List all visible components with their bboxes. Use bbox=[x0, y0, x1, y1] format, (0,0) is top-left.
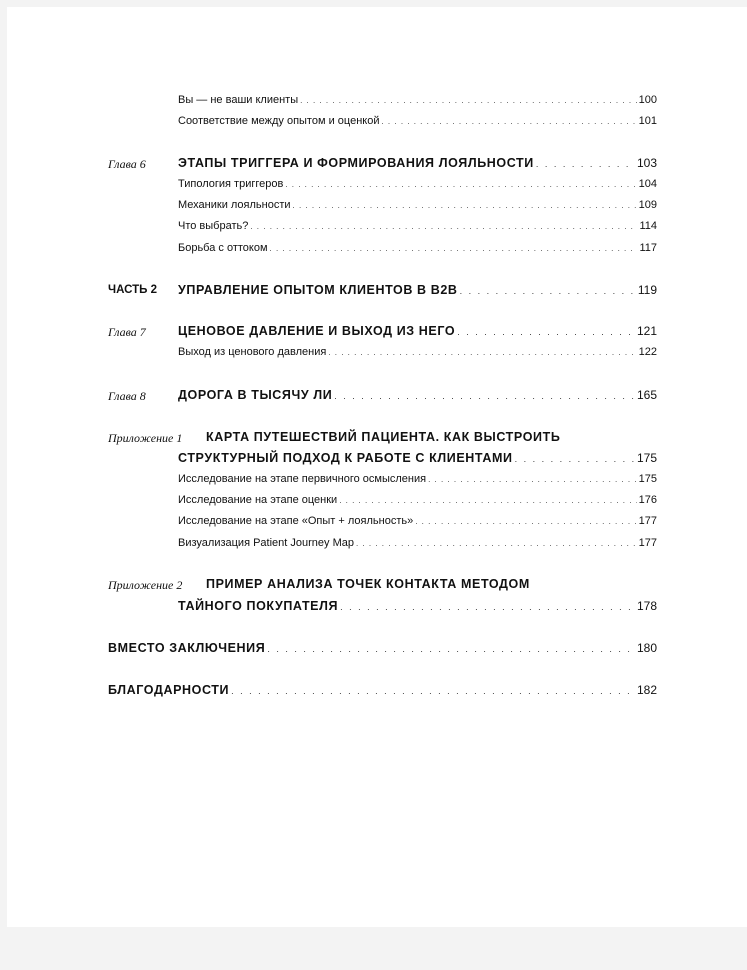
part-title: УПРАВЛЕНИЕ ОПЫТОМ КЛИЕНТОВ В B2B bbox=[178, 283, 458, 297]
leader-dots bbox=[334, 391, 635, 401]
leader-dots bbox=[270, 244, 638, 253]
conclusion-page: 180 bbox=[636, 641, 657, 655]
acknowledgements-page: 182 bbox=[636, 683, 657, 697]
chapter-label: Глава 8 bbox=[108, 389, 146, 403]
toc-entry[interactable] bbox=[178, 199, 657, 211]
leader-dots bbox=[328, 348, 636, 357]
toc-chapter-entry[interactable] bbox=[178, 156, 657, 170]
chapter-title: ЭТАПЫ ТРИГГЕРА И ФОРМИРОВАНИЯ ЛОЯЛЬНОСТИ bbox=[178, 156, 534, 170]
leader-dots bbox=[515, 454, 635, 464]
entry-title: Типология триггеров bbox=[178, 178, 284, 190]
toc-chapter-entry[interactable] bbox=[178, 388, 657, 402]
toc-entry[interactable] bbox=[178, 515, 657, 527]
toc-entry[interactable] bbox=[178, 537, 657, 549]
chapter-title: ЦЕНОВОЕ ДАВЛЕНИЕ И ВЫХОД ИЗ НЕГО bbox=[178, 324, 456, 338]
entry-page: 176 bbox=[638, 494, 657, 506]
toc-appendix-entry[interactable] bbox=[178, 451, 657, 465]
toc-entry[interactable] bbox=[178, 494, 657, 506]
chapter-page: 103 bbox=[636, 156, 657, 170]
entry-title: Исследование на этапе «Опыт + лояльность» bbox=[178, 515, 414, 527]
leader-dots bbox=[457, 327, 635, 337]
leader-dots bbox=[285, 180, 636, 189]
leader-dots bbox=[381, 117, 636, 126]
entry-title: Борьба с оттоком bbox=[178, 242, 268, 254]
chapter-title: ДОРОГА В ТЫСЯЧУ ЛИ bbox=[178, 388, 333, 402]
toc-acknowledgements-entry[interactable] bbox=[108, 683, 657, 697]
conclusion-title: ВМЕСТО ЗАКЛЮЧЕНИЯ bbox=[108, 641, 266, 655]
part-page: 119 bbox=[637, 283, 657, 297]
entry-page: 109 bbox=[638, 199, 657, 211]
chapter-page: 121 bbox=[636, 324, 657, 338]
appendix-label: Приложение 2 bbox=[108, 578, 183, 592]
toc-entry[interactable] bbox=[178, 473, 657, 485]
toc-entry[interactable] bbox=[178, 115, 657, 127]
entry-title: Визуализация Patient Journey Map bbox=[178, 537, 354, 549]
entry-page: 104 bbox=[638, 178, 657, 190]
leader-dots bbox=[340, 602, 635, 612]
entry-title: Соответствие между опытом и оценкой bbox=[178, 115, 380, 127]
entry-page: 101 bbox=[638, 115, 657, 127]
entry-title: Вы — не ваши клиенты bbox=[178, 94, 299, 106]
toc-entry[interactable] bbox=[178, 178, 657, 190]
entry-page: 177 bbox=[638, 537, 657, 549]
leader-dots bbox=[267, 644, 635, 654]
entry-page: 175 bbox=[638, 473, 657, 485]
toc-entry[interactable] bbox=[178, 242, 657, 254]
toc-conclusion-entry[interactable] bbox=[108, 641, 657, 655]
leader-dots bbox=[460, 286, 636, 296]
appendix-title-line2: СТРУКТУРНЫЙ ПОДХОД К РАБОТЕ С КЛИЕНТАМИ bbox=[178, 451, 513, 465]
leader-dots bbox=[250, 222, 637, 231]
leader-dots bbox=[356, 539, 637, 548]
toc-page bbox=[7, 7, 747, 927]
entry-page: 100 bbox=[638, 94, 657, 106]
entry-page: 122 bbox=[638, 346, 657, 358]
chapter-label: Глава 7 bbox=[108, 325, 146, 339]
toc-entry[interactable] bbox=[178, 346, 657, 358]
leader-dots bbox=[428, 475, 637, 484]
toc-part-entry[interactable] bbox=[178, 283, 657, 297]
leader-dots bbox=[300, 96, 637, 105]
appendix-page: 178 bbox=[636, 599, 657, 613]
entry-title: Исследование на этапе оценки bbox=[178, 494, 338, 506]
appendix-title-line1[interactable]: ПРИМЕР АНАЛИЗА ТОЧЕК КОНТАКТА МЕТОДОМ bbox=[206, 577, 530, 591]
appendix-title-line2: ТАЙНОГО ПОКУПАТЕЛЯ bbox=[178, 599, 339, 613]
leader-dots bbox=[415, 517, 636, 526]
toc-entry[interactable] bbox=[178, 220, 657, 232]
leader-dots bbox=[231, 686, 635, 696]
entry-page: 177 bbox=[638, 515, 657, 527]
toc-appendix-entry[interactable] bbox=[178, 599, 657, 613]
appendix-label: Приложение 1 bbox=[108, 431, 183, 445]
toc-entry[interactable] bbox=[178, 94, 657, 106]
appendix-title-line1[interactable]: КАРТА ПУТЕШЕСТВИЙ ПАЦИЕНТА. КАК ВЫСТРОИТЬ bbox=[206, 430, 561, 444]
entry-title: Исследование на этапе первичного осмысления bbox=[178, 473, 427, 485]
entry-page: 114 bbox=[639, 220, 657, 232]
leader-dots bbox=[293, 201, 637, 210]
toc-chapter-entry[interactable] bbox=[178, 324, 657, 338]
entry-page: 117 bbox=[639, 242, 657, 254]
entry-title: Что выбрать? bbox=[178, 220, 249, 232]
chapter-page: 165 bbox=[636, 388, 657, 402]
part-label: ЧАСТЬ 2 bbox=[108, 284, 157, 296]
leader-dots bbox=[339, 496, 636, 505]
entry-title: Механики лояльности bbox=[178, 199, 291, 211]
entry-title: Выход из ценового давления bbox=[178, 346, 327, 358]
acknowledgements-title: БЛАГОДАРНОСТИ bbox=[108, 683, 230, 697]
chapter-label: Глава 6 bbox=[108, 157, 146, 171]
appendix-page: 175 bbox=[636, 451, 657, 465]
leader-dots bbox=[536, 159, 635, 169]
